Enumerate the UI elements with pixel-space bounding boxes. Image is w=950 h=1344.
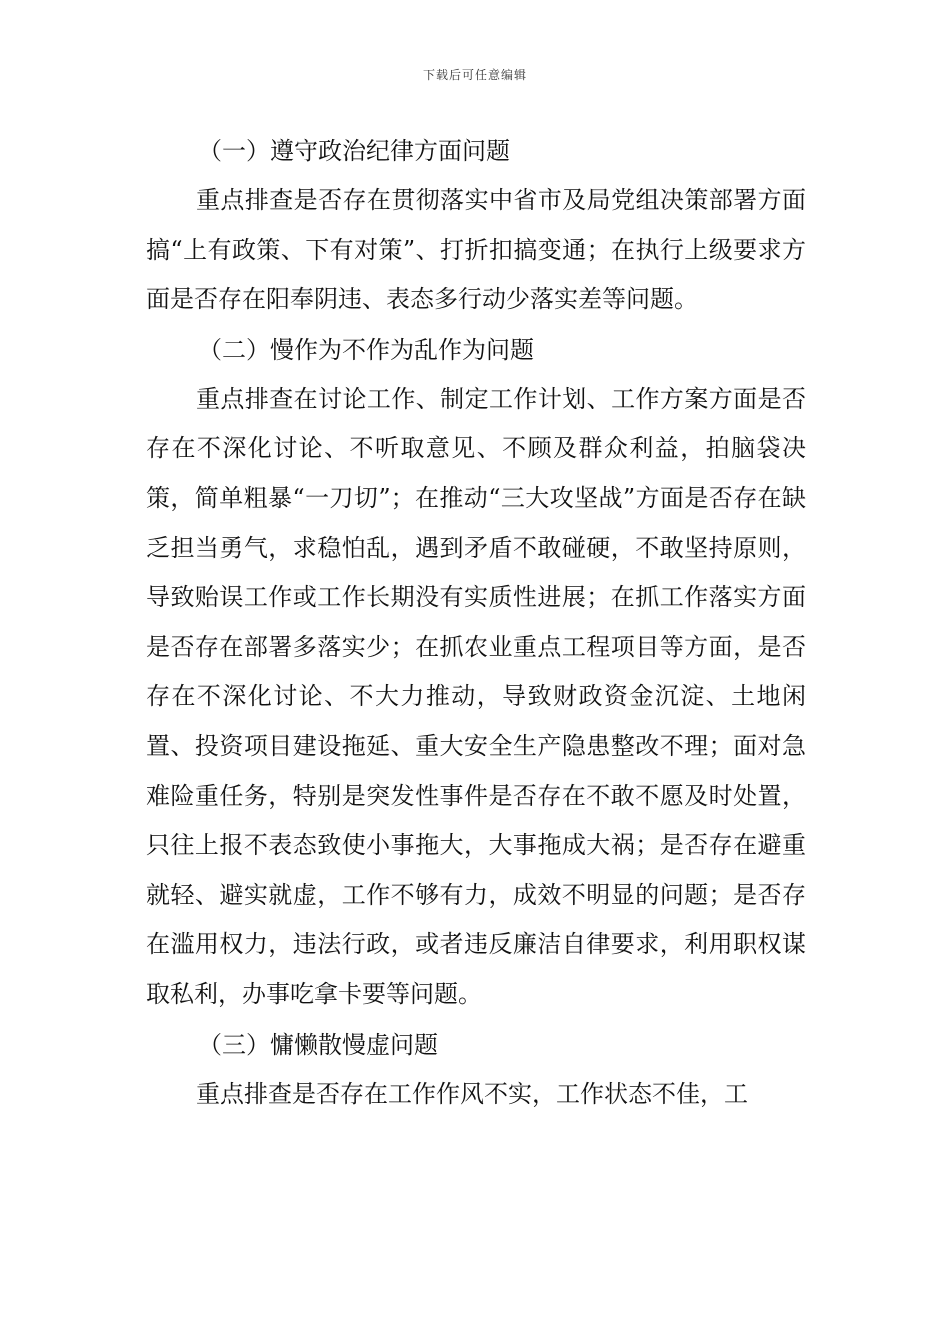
- section-heading-1: （一）遵守政治纪律方面问题: [198, 137, 510, 165]
- section-paragraph-1: 重点排查是否存在贯彻落实中省市及局党组决策部署方面搞“上有政策、下有对策”、打折扣搞变通；在执行上级要求方面是否存在阳奉阴违、表态多行动少落实差等问题。: [146, 186, 806, 314]
- document-body: [146, 126, 806, 1119]
- section-heading-3: （三）慵懒散慢虚问题: [198, 1030, 438, 1059]
- section-paragraph-3: 重点排查是否存在工作作风不实，工作状态不佳，工: [196, 1079, 748, 1108]
- section-heading-2: （二）慢作为不作为乱作为问题: [198, 335, 534, 364]
- header-note: 下载后可任意编辑: [422, 68, 527, 82]
- section-paragraph-2: 重点排查在讨论工作、制定工作计划、工作方案方面是否存在不深化讨论、不听取意见、不顾及群众利益，拍脑袋决策，简单粗暴“一刀切”；在推动“三大攻坚战”方面是否存在缺乏担当勇气，求稳怕乱，遇到矛盾不敢碰硬，不敢坚持原则，导致贻误工作或工作长期没有实质性进展；在抓工作落实方面是否存在部署多落实少；在抓农业重点工程项目等方面，是否存在不深化讨论、不大力推动，导致财政资金沉淀、土地闲置、投资项目建设拖延、重大安全生产隐患整改不理；面对急难险重任务，特别是突发性事件是否存在不敢不愿及时处置，只往上报不表态致使小事拖大，大事拖成大祸；是否存在避重就轻、避实就虚，工作不够有力，成效不明显的问题；是否存在滥用权力，违法行政，或者违反廉洁自律要求，利用职权谋取私利，办事吃拿卡要等问题。: [146, 384, 806, 1008]
